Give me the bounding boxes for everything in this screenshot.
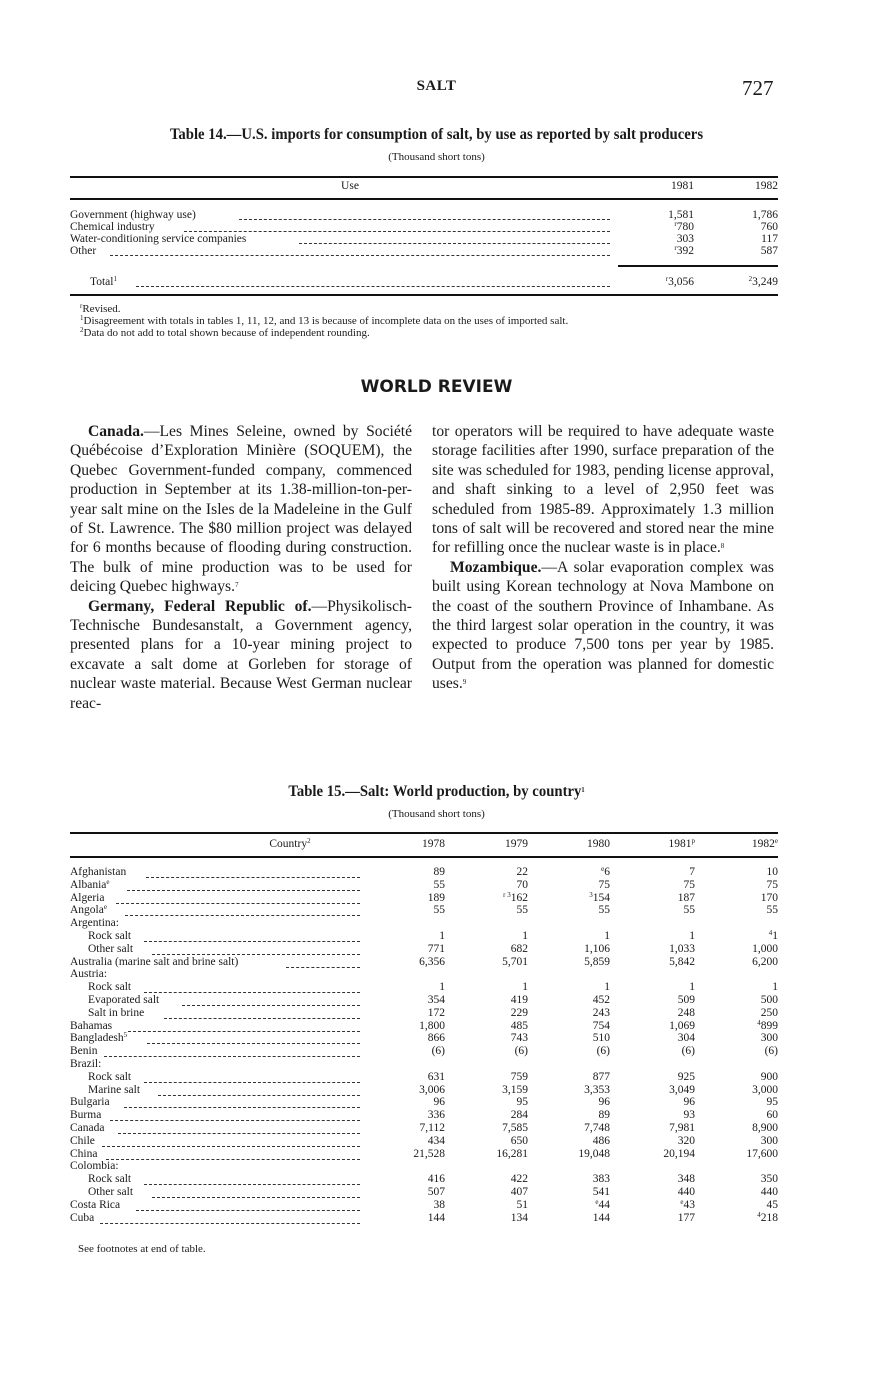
cell-value: 187	[677, 891, 695, 904]
table-row	[70, 1033, 778, 1044]
col-year: 1980	[587, 838, 610, 850]
row-label: Colombia:	[70, 1160, 119, 1173]
cell-value: 1	[689, 930, 695, 942]
footnote: $^2$Data do not add to total shown because of independent rounding.	[80, 326, 370, 339]
cell-value: 509	[677, 994, 695, 1006]
row-label: Chemical industry	[70, 221, 155, 233]
leader-dots	[286, 966, 360, 968]
table14-bottom-rule	[70, 294, 778, 296]
row-label: Rock salt	[88, 1070, 132, 1083]
cell-value: 7,585	[502, 1122, 528, 1134]
leader-dots	[127, 889, 360, 891]
table14-header-rule	[70, 198, 778, 200]
cell-value: 5,859	[584, 955, 610, 968]
cell-value: 1	[439, 930, 445, 942]
table-row	[70, 1018, 778, 1032]
cell-value: 89	[433, 866, 445, 878]
leader-dots	[152, 1196, 360, 1198]
cell-value: 1	[522, 981, 528, 994]
table-row	[70, 931, 778, 942]
row-label: Afghanistan	[70, 866, 127, 878]
cell-value: 877	[592, 1070, 610, 1083]
cell-value: 754	[592, 1019, 610, 1032]
table-row	[70, 1197, 778, 1211]
table-row	[70, 1174, 778, 1185]
section-title: WORLD REVIEW	[360, 377, 513, 397]
paragraph-mozambique: Mozambique.—A solar evaporation complex was built using Korean technology at Nova Mambone on the coast of the southern Province of Inhambane. As the third largest solar operation in the country, it was expected to produce 7,500 tons per year by 1985. Output from the operation was planned for domestic uses.$^9$	[432, 558, 774, 693]
row-label: Brazil:	[70, 1058, 102, 1070]
cell-1982: 760	[760, 221, 778, 233]
cell-value: 75	[598, 878, 610, 891]
cell-value: 7,748	[584, 1122, 610, 1134]
table-row-total	[70, 276, 778, 288]
cell-value: 440	[760, 1186, 778, 1198]
cell-value: $^4$1	[768, 929, 778, 942]
row-label: Other salt	[88, 942, 134, 955]
cell-value: 95	[516, 1096, 528, 1109]
cell-value: 172	[427, 1006, 445, 1019]
leader-dots	[110, 254, 610, 256]
cell-value: $^4$218	[757, 1210, 778, 1224]
table14-col-use: Use	[341, 180, 359, 192]
group-header-row	[70, 969, 778, 980]
table-row	[70, 1136, 778, 1147]
cell-value: 407	[510, 1186, 528, 1198]
row-label: Argentina:	[70, 917, 119, 930]
leader-dots	[144, 940, 360, 942]
cell-value: 75	[766, 878, 778, 891]
cell-value: $^3$154	[589, 890, 610, 904]
cell-value: 10	[766, 866, 778, 878]
cell-value: 95	[766, 1096, 778, 1109]
row-label: Bahamas	[70, 1019, 113, 1032]
cell-value: 284	[510, 1109, 528, 1122]
lead-germany: Germany, Federal Republic of.	[88, 597, 312, 615]
col-year: 1978	[422, 838, 445, 850]
row-label: Algeria	[70, 891, 105, 904]
table-row	[70, 867, 778, 878]
row-label: Water-conditioning service companies	[70, 233, 247, 245]
table-row	[70, 1149, 778, 1160]
cell-value: 743	[510, 1032, 528, 1045]
cell-value: 434	[427, 1134, 445, 1147]
cell-value: 248	[677, 1006, 695, 1019]
cell-value: 336	[427, 1109, 445, 1122]
cell-value: 650	[510, 1134, 528, 1147]
cell-value: 350	[760, 1173, 778, 1186]
lead-mozambique: Mozambique.	[450, 558, 542, 576]
cell-value: 300	[760, 1032, 778, 1045]
cell-value: 7,112	[419, 1122, 445, 1134]
group-header-row	[70, 1161, 778, 1172]
leader-dots	[128, 1030, 360, 1032]
cell-value: 96	[433, 1096, 445, 1109]
cell-value: 17,600	[746, 1147, 778, 1160]
table15-header-rule	[70, 856, 778, 858]
leader-dots	[182, 1004, 360, 1006]
leader-dots	[146, 876, 360, 878]
cell-value: 243	[592, 1006, 610, 1019]
cell-value: 1	[604, 981, 610, 994]
table-row	[70, 233, 778, 245]
leader-dots	[144, 1183, 360, 1185]
cell-value: 419	[510, 994, 528, 1006]
table14-top-rule	[70, 176, 778, 178]
row-label: Bulgaria	[70, 1096, 110, 1109]
cell-value: 8,900	[752, 1122, 778, 1134]
leader-dots	[239, 218, 610, 220]
cell-value: 19,048	[578, 1147, 610, 1160]
table-row	[70, 245, 778, 257]
cell-value: 89	[598, 1109, 610, 1122]
cell-value: 55	[433, 878, 445, 891]
cell-value: 3,049	[669, 1083, 695, 1096]
group-header-row	[70, 918, 778, 929]
row-label: Burma	[70, 1109, 102, 1122]
cell-value: 485	[510, 1019, 528, 1032]
cell-value: 354	[427, 994, 445, 1006]
row-label: Other salt	[88, 1186, 134, 1198]
footnote: $^r$Revised.	[80, 302, 121, 315]
paragraph-germany-cont: tor operators will be required to have adequate waste storage facilities after 1990, surface preparation of the site was scheduled for 1983, pending license approval, and shaft sinking to a level of 2,950 feet was scheduled from 1985-89. Approximately 1.3 million tons of salt will be recovered and stored near the mine for refilling once the nuclear waste is in place.$^8$	[432, 423, 774, 557]
row-label: Austria:	[70, 968, 108, 981]
cell-value: 60	[766, 1109, 778, 1122]
cell-value: 3,000	[752, 1083, 778, 1096]
table-row	[70, 1072, 778, 1083]
leader-dots	[106, 1158, 360, 1160]
leader-dots	[152, 953, 360, 955]
cell-value: 38	[433, 1198, 445, 1211]
table14-col-1981: 1981	[671, 180, 694, 192]
cell-value: 75	[683, 878, 695, 891]
cell-value: 348	[677, 1173, 695, 1186]
cell-value: $^e$43	[680, 1197, 695, 1211]
cell-value: 925	[677, 1070, 695, 1083]
table14-title: Table 14.—U.S. imports for consumption of salt, by use as reported by salt producers	[169, 126, 704, 143]
cell-1981: $^r$3,056	[665, 275, 694, 288]
running-head: SALT	[416, 78, 457, 94]
cell-value: 93	[683, 1109, 695, 1122]
cell-value: 1,106	[584, 942, 610, 955]
cell-value: 1,800	[419, 1019, 445, 1032]
table15-top-rule	[70, 832, 778, 834]
cell-value: 3,353	[584, 1083, 610, 1096]
cell-value: 416	[427, 1173, 445, 1186]
row-label: China	[70, 1147, 98, 1160]
cell-value: 7,981	[669, 1122, 695, 1134]
table14-subtitle: (Thousand short tons)	[388, 151, 485, 163]
cell-value: 170	[760, 891, 778, 904]
cell-value: 21,528	[413, 1147, 445, 1160]
cell-value: 486	[592, 1134, 610, 1147]
table-row	[70, 209, 778, 221]
cell-value: 51	[516, 1198, 528, 1211]
table15-title: Table 15.—Salt: World production, by country$^1$	[288, 783, 585, 800]
cell-1981: 1,581	[668, 209, 694, 221]
col-year: 1981$^p$	[668, 837, 695, 850]
table-row	[70, 1097, 778, 1108]
leader-dots	[118, 1132, 360, 1134]
table-row	[70, 1085, 778, 1096]
row-label: Other	[70, 245, 97, 257]
row-label: Chile	[70, 1134, 95, 1147]
table-row	[70, 995, 778, 1006]
cell-value: 1,000	[752, 942, 778, 955]
cell-1981: $^r$780	[674, 220, 694, 233]
row-label: Government (highway use)	[70, 209, 196, 221]
right-column	[432, 422, 774, 694]
cell-1982: $^2$3,249	[748, 275, 778, 288]
cell-value: 759	[510, 1070, 528, 1083]
table-row	[70, 221, 778, 233]
cell-value: 45	[766, 1198, 778, 1211]
cell-value: 22	[516, 866, 528, 878]
cell-value: 771	[427, 942, 445, 955]
group-header-row	[70, 1059, 778, 1070]
row-label: Canada	[70, 1122, 105, 1134]
table-row	[70, 1008, 778, 1019]
lead-canada: Canada.	[88, 423, 144, 440]
cell-value: (6)	[514, 1045, 528, 1058]
cell-value: (6)	[431, 1045, 445, 1058]
cell-1981: 303	[676, 233, 694, 245]
cell-value: (6)	[681, 1045, 695, 1058]
cell-value: 177	[677, 1211, 695, 1224]
col-country: Country$^2$	[269, 837, 311, 850]
cell-value: 96	[598, 1096, 610, 1109]
cell-value: 682	[510, 942, 528, 955]
table14-col-1982: 1982	[755, 180, 778, 192]
cell-value: 7	[689, 866, 695, 878]
cell-value: 304	[677, 1032, 695, 1045]
footnote: $^1$Disagreement with totals in tables 1, 11, 12, and 13 is because of incomplete data on the uses of imported salt.	[80, 314, 569, 327]
row-label: Australia (marine salt and brine salt)	[70, 955, 239, 968]
cell-value: 5,842	[669, 955, 695, 968]
cell-value: (6)	[764, 1045, 778, 1058]
table-row	[70, 957, 778, 968]
page-number: 727	[742, 76, 774, 100]
cell-value: 422	[510, 1173, 528, 1186]
leader-dots	[110, 1119, 360, 1121]
row-label: Marine salt	[88, 1083, 141, 1096]
table15-note: See footnotes at end of table.	[78, 1243, 206, 1255]
leader-dots	[147, 1042, 360, 1044]
row-label: Benin	[70, 1045, 98, 1058]
cell-1981: $^r$392	[674, 244, 694, 257]
leader-dots	[104, 1055, 360, 1057]
cell-value: $^e$44	[595, 1197, 610, 1211]
cell-value: 383	[592, 1173, 610, 1186]
cell-value: 1,069	[669, 1019, 695, 1032]
cell-value: 55	[766, 904, 778, 917]
cell-1982: 117	[761, 233, 778, 245]
cell-value: (6)	[596, 1045, 610, 1058]
cell-value: 144	[592, 1211, 610, 1224]
table14-total-rule	[618, 265, 778, 267]
cell-value: 144	[427, 1211, 445, 1224]
leader-dots	[136, 285, 610, 287]
cell-value: 1	[522, 930, 528, 942]
row-label: Cuba	[70, 1211, 95, 1224]
cell-value: 510	[592, 1032, 610, 1045]
cell-value: 1,033	[669, 942, 695, 955]
cell-value: 320	[677, 1134, 695, 1147]
table-row	[70, 1187, 778, 1198]
cell-value: 70	[516, 878, 528, 891]
cell-value: 5,701	[502, 955, 528, 968]
leader-dots	[116, 902, 360, 904]
table-row	[70, 877, 778, 891]
leader-dots	[144, 1081, 360, 1083]
cell-value: 1	[772, 981, 778, 994]
cell-value: 507	[427, 1186, 445, 1198]
table15-subtitle: (Thousand short tons)	[388, 808, 485, 820]
cell-value: 55	[516, 904, 528, 917]
cell-value: 134	[510, 1211, 528, 1224]
leader-dots	[184, 230, 610, 232]
cell-value: 1	[689, 981, 695, 994]
table-row	[70, 982, 778, 993]
cell-value: 1	[439, 981, 445, 994]
row-label: Rock salt	[88, 930, 132, 942]
cell-value: 440	[677, 1186, 695, 1198]
row-label: Salt in brine	[88, 1006, 145, 1019]
left-column	[70, 422, 412, 713]
cell-value: 3,159	[502, 1083, 528, 1096]
col-year: 1979	[505, 838, 528, 850]
cell-value: 229	[510, 1006, 528, 1019]
cell-value: $^{r 3}$162	[503, 890, 528, 904]
row-label: Bangladesh$^5$	[70, 1031, 128, 1045]
cell-value: 55	[683, 904, 695, 917]
col-year: 1982e	[751, 837, 778, 850]
cell-value: 866	[427, 1032, 445, 1045]
row-label: Angola$^e$	[70, 903, 107, 917]
row-label: Total$^1$	[90, 275, 117, 288]
leader-dots	[100, 1222, 360, 1224]
paragraph-canada: Canada.—Les Mines Seleine, owned by Société Québécoise d’Exploration Minière (SOQUEM), the Quebec Government-funded company, commenced production in September at its 1.38-million-ton-per-year salt mine on the Isles de la Madeleine in the Gulf of St. Lawrence. The $80 million project was delayed for 6 months because of flooding during construction. The bulk of mine production was to be used for deicing Quebec highways.$^7$	[70, 423, 412, 596]
cell-value: 631	[427, 1070, 445, 1083]
cell-value: 16,281	[496, 1147, 528, 1160]
cell-value: 20,194	[663, 1147, 695, 1160]
cell-value: 541	[592, 1186, 610, 1198]
table-row	[70, 905, 778, 916]
leader-dots	[136, 1209, 360, 1211]
cell-value: 6,200	[752, 955, 778, 968]
cell-value: 189	[427, 891, 445, 904]
paragraph-germany: Germany, Federal Republic of.—Physikolisch-Technische Bundesanstalt, a Government agency, presented plans for a 10-year mining project to excavate a salt dome at Gorleben for storage of nuclear waste material. Because West German nuclear reac-	[70, 597, 412, 712]
leader-dots	[144, 991, 360, 993]
table-row	[70, 1110, 778, 1121]
row-label: Rock salt	[88, 981, 132, 994]
leader-dots	[124, 1106, 360, 1108]
cell-value: 300	[760, 1134, 778, 1147]
cell-value: $^e$6	[601, 865, 610, 878]
table-row	[70, 1123, 778, 1134]
table-row	[70, 1210, 778, 1224]
row-label: Costa Rica	[70, 1198, 121, 1211]
cell-value: $^4$899	[757, 1018, 778, 1032]
cell-value: 900	[760, 1070, 778, 1083]
cell-1982: 1,786	[752, 209, 778, 221]
table-row	[70, 1046, 778, 1057]
leader-dots	[158, 1094, 360, 1096]
cell-value: 55	[433, 904, 445, 917]
leader-dots	[164, 1017, 360, 1019]
cell-1982: 587	[760, 245, 778, 257]
cell-value: 96	[683, 1096, 695, 1109]
row-label: Rock salt	[88, 1173, 132, 1186]
cell-value: 55	[598, 904, 610, 917]
cell-value: 6,356	[419, 955, 445, 968]
cell-value: 452	[592, 994, 610, 1006]
cell-value: 250	[760, 1006, 778, 1019]
cell-value: 1	[604, 930, 610, 942]
table-row	[70, 944, 778, 955]
table-row	[70, 890, 778, 904]
cell-value: 500	[760, 994, 778, 1006]
row-label: Albania$^e$	[70, 877, 110, 891]
leader-dots	[125, 914, 360, 916]
row-label: Evaporated salt	[88, 994, 160, 1006]
leader-dots	[102, 1145, 360, 1147]
leader-dots	[299, 242, 610, 244]
cell-value: 3,006	[419, 1083, 445, 1096]
